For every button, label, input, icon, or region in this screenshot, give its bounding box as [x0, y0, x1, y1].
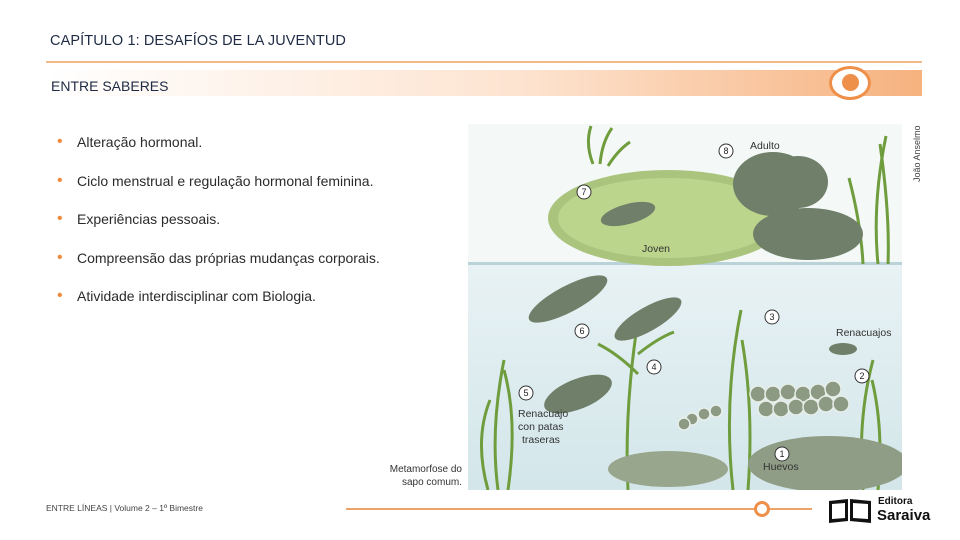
- label-renacuajo-patas-1: Renacuajo: [518, 408, 569, 420]
- section-title: ENTRE SABERES: [51, 78, 169, 94]
- list-item-text: Atividade interdisciplinar com Biologia.: [77, 288, 316, 304]
- stage-number-6: 6: [579, 326, 585, 336]
- chapter-title: CAPÍTULO 1: DESAFÍOS DE LA JUVENTUD: [50, 33, 346, 49]
- label-adulto: Adulto: [750, 140, 780, 152]
- logo-text-saraiva: Saraiva: [877, 507, 931, 524]
- figure-caption-line-2: sapo comum.: [401, 477, 462, 488]
- illustration-credit: João Anselmo: [912, 125, 922, 182]
- label-joven: Joven: [642, 243, 671, 255]
- list-item: [57, 250, 380, 289]
- figure-caption: [372, 463, 462, 489]
- bullet-icon: •: [57, 133, 63, 150]
- stage-number-1: 1: [779, 449, 785, 459]
- list-item-text: Compreensão das próprias mudanças corporais.: [77, 249, 380, 266]
- frog-metamorphosis-illustration: [468, 124, 902, 490]
- chapter-divider: [46, 61, 922, 63]
- book-logo-icon: [826, 495, 874, 525]
- stage-number-4: 4: [651, 362, 657, 372]
- stage-number-8: 8: [723, 146, 729, 156]
- bullet-icon: •: [57, 210, 63, 227]
- stage-number-7: 7: [581, 187, 587, 197]
- stage-number-3: 3: [769, 312, 775, 322]
- footer-divider: [346, 508, 812, 510]
- bullet-icon: •: [57, 248, 63, 266]
- footer-circle-icon: [754, 501, 770, 517]
- label-renacuajos: Renacuajos: [836, 327, 892, 339]
- logo-text-editora: Editora: [878, 496, 913, 507]
- bullet-icon: •: [57, 287, 63, 304]
- list-item-text: Alteração hormonal.: [77, 134, 203, 150]
- bullet-icon: •: [57, 171, 63, 189]
- stage-number-2: 2: [859, 371, 865, 381]
- list-item-text: Ciclo menstrual e regulação hormonal feminina.: [77, 172, 374, 189]
- footer-text: ENTRE LÍNEAS | Volume 2 – 1º Bimestre: [46, 503, 203, 513]
- list-item: [57, 173, 380, 212]
- label-renacuajo-patas-3: traseras: [522, 434, 560, 446]
- list-item: [57, 211, 380, 250]
- label-huevos: Huevos: [763, 461, 799, 473]
- stage-number-5: 5: [523, 388, 529, 398]
- list-item: [57, 288, 380, 327]
- list-item: [57, 134, 380, 173]
- editora-saraiva-logo: [826, 495, 946, 527]
- list-item-text: Experiências pessoais.: [77, 211, 221, 227]
- section-header-band: [46, 70, 922, 96]
- topic-list: [57, 134, 380, 327]
- figure-caption-line-1: Metamorfose do: [389, 464, 462, 475]
- label-renacuajo-patas-2: con patas: [518, 421, 564, 433]
- section-circle-icon: [829, 66, 871, 100]
